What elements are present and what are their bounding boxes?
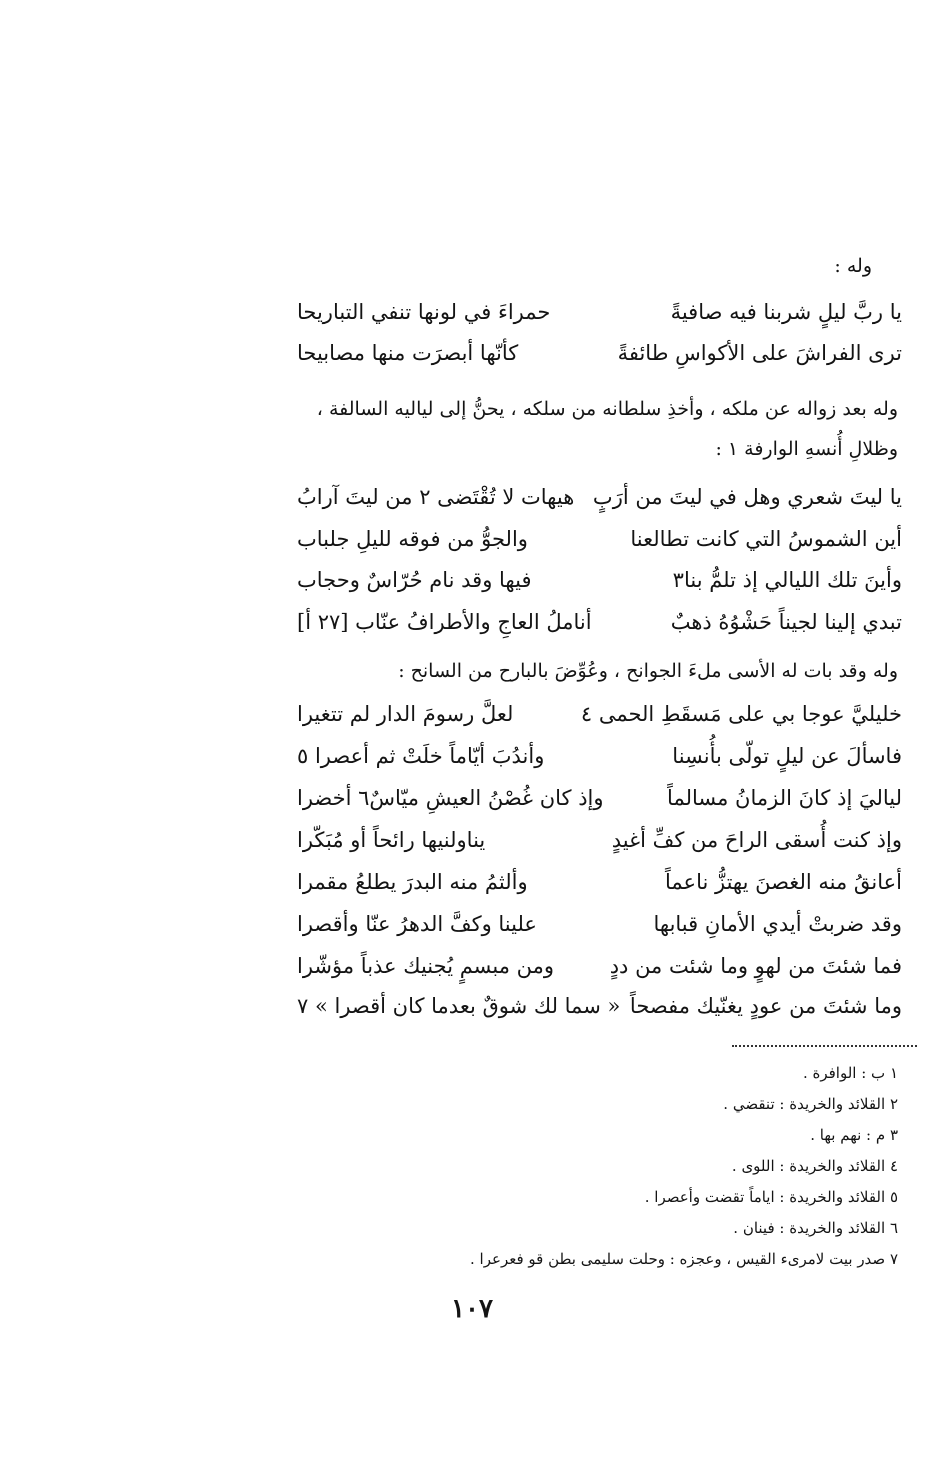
prose-line: وله بعد زواله عن ملكه ، وأخذِ سلطانه من سلكه ، يحنُّ إلى لياليه السالفة ، [316,398,898,420]
first-hemistich: ترى الفراشَ على الأكواسِ طائفةً [617,341,902,365]
poem-2-verse [297,568,902,604]
second-hemistich: « سما لك شوقٌ بعدما كان أقصرا » ٧ [297,994,621,1018]
poem-3-verse [297,870,902,906]
poem-3-verse [297,994,902,1030]
first-hemistich: أعانقُ منه الغصنَ يهتزُّ ناعماً [665,870,902,894]
footnote-separator [732,1045,917,1047]
second-hemistich: كأنّها أبصرَت منها مصابيحا [297,341,519,365]
prose-line: وله وقد بات له الأسى ملءَ الجوانح ، وعُوِّضَ بالبارح من السانح : [398,660,898,682]
poem-1-verse [297,300,902,336]
poem-3-verse [297,912,902,948]
second-hemistich: لعلَّ رسومَ الدار لم تتغيرا [297,702,514,726]
first-hemistich: وقد ضربتْ أيدي الأمانِ قبابها [653,912,902,936]
page-number: ١٠٧ [451,1294,493,1324]
poem-3-verse [297,786,902,822]
first-hemistich: وأينَ تلك الليالي إذ تلمُّ بنا٣ [672,568,902,592]
second-hemistich: حمراءَ في لونها تنفي التباريحا [297,300,551,324]
second-hemistich: أناملُ العاجِ والأطرافُ عنّاب [٢٧ أ] [297,610,592,634]
second-hemistich: علينا وكفَّ الدهرُ عنّا وأقصرا [297,912,537,936]
footnote: ٦ القلائد والخريدة : فينان . [733,1219,898,1237]
poem-1-verse [297,341,902,377]
poem-3-verse [297,744,902,780]
first-hemistich: فما شئتَ من لهوٍ وما شئت من ددٍ [609,954,902,978]
second-hemistich: وأندُبَ أيّاماً خلَتْ ثم أعصرا ٥ [297,744,545,768]
poem-3-verse [297,702,902,738]
poem-2-verse [297,485,902,521]
poem-2-verse [297,527,902,563]
poem-3-verse [297,954,902,990]
second-hemistich: ومن مبسمٍ يُجنيك عذباً مؤشّرا [297,954,555,978]
footnote: ٥ القلائد والخريدة : اياماً تقضت وأعصرا . [644,1188,898,1206]
footnote: ٧ صدر بيت لامرىء القيس ، وعجزه : وحلت سليمى بطن قو فعرعرا . [470,1250,898,1268]
first-hemistich: يا ليتَ شعري وهل في ليتَ من أرَبٍ [592,485,902,509]
section-heading: وله : [834,255,872,277]
second-hemistich: وألثمُ منه البدرَ يطلعُ مقمرا [297,870,528,894]
second-hemistich: وإذ كان غُصْنُ العيشِ ميّاسٌ٦ أخضرا [297,786,604,810]
poem-2-verse [297,610,902,646]
first-hemistich: خليليَّ عوجا بي على مَسقَطِ الحمى ٤ [580,702,902,726]
second-hemistich: هيهات لا تُقْتَضى ٢ من ليتَ آرابُ [297,485,575,509]
footnote: ٤ القلائد والخريدة : اللوى . [731,1157,898,1175]
second-hemistich: والجوُّ من فوقه لليلِ جلباب [297,527,528,551]
first-hemistich: فاسألَ عن ليلٍ تولّى بأُنسِنا [672,744,902,768]
first-hemistich: وإذ كنت أُسقى الراحَ من كفِّ أغيدٍ [611,828,902,852]
first-hemistich: تبدي إلينا لجيناً حَشْوُهُ ذهبٌ [670,610,902,634]
poem-3-verse [297,828,902,864]
second-hemistich: يناولنيها رائحاً أو مُبَكّرا [297,828,486,852]
first-hemistich: وما شئتَ من عودٍ يغنّيك مفصحاً [629,994,902,1018]
footnote: ٢ القلائد والخريدة : تنقضي . [723,1095,898,1113]
footnote: ٣ م : نهم بها . [810,1126,898,1144]
first-hemistich: لياليَ إذ كانَ الزمانُ مسالماً [667,786,902,810]
first-hemistich: يا ربَّ ليلٍ شربنا فيه صافيةً [670,300,902,324]
prose-line: وظلالِ أُنسهِ الوارفة ١ : [715,438,898,460]
footnote: ١ ب : الوافرة . [802,1064,898,1082]
second-hemistich: فيها وقد نام حُرّاسٌ وحجاب [297,568,532,592]
first-hemistich: أين الشموسُ التي كانت تطالعنا [630,527,902,551]
